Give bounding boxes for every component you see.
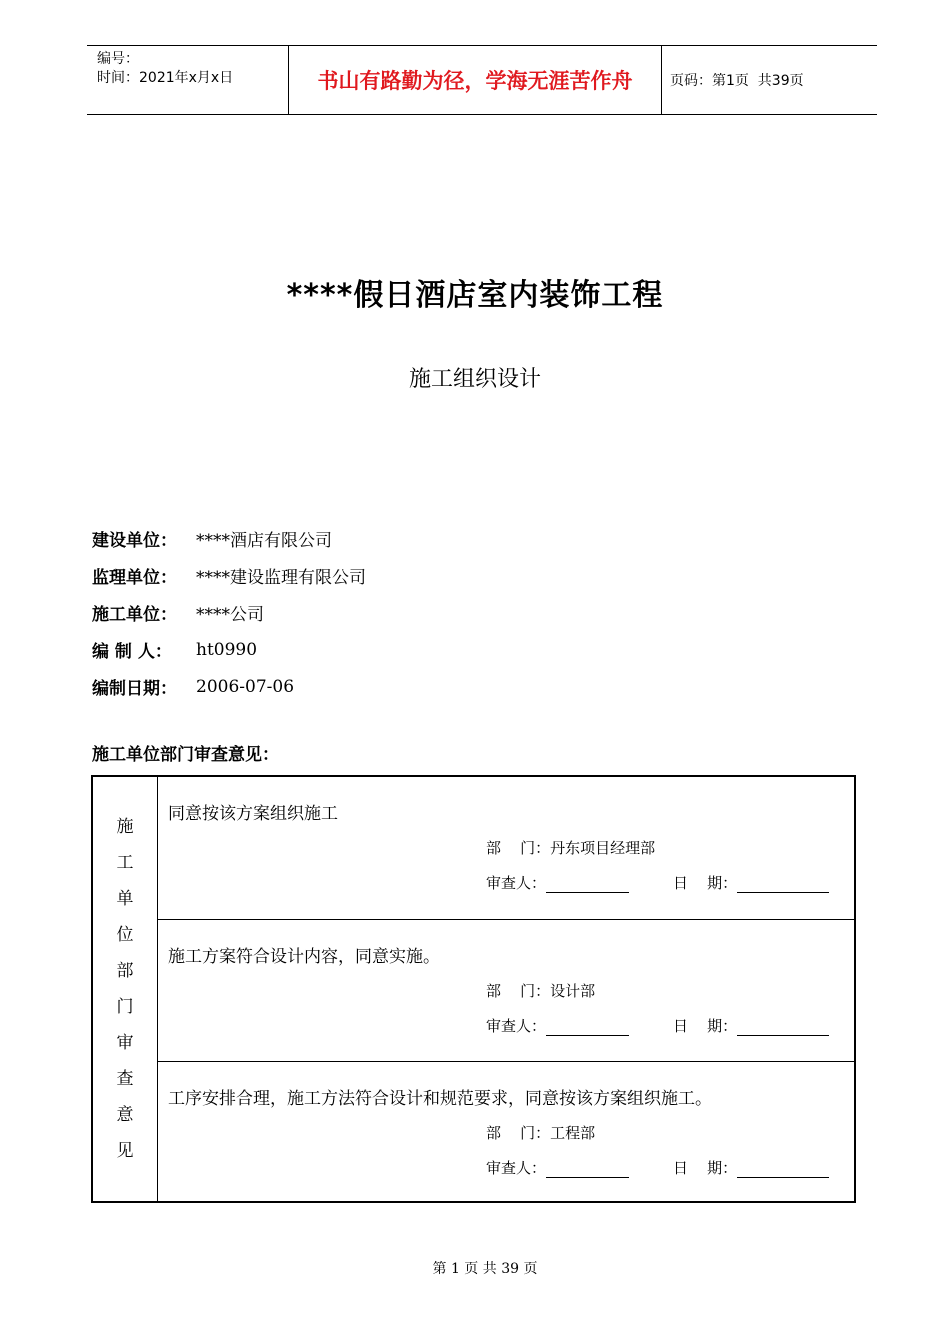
review-table	[91, 775, 856, 1203]
review-row	[158, 1061, 854, 1203]
side-label-char: 查	[116, 1069, 134, 1089]
review-department: 部 门：工程部	[486, 1124, 596, 1142]
side-label-char: 单	[116, 889, 134, 909]
info-value: ****公司	[196, 605, 264, 625]
number-label: 编号：	[97, 51, 139, 67]
review-sign-line	[486, 1015, 829, 1036]
review-side-label	[93, 777, 158, 1201]
review-row	[158, 919, 854, 1061]
header-meta	[87, 46, 288, 114]
side-label-char: 施	[116, 817, 134, 837]
side-label-char: 门	[116, 997, 134, 1017]
info-row-construction-unit	[92, 520, 366, 557]
info-label: 编制日期：	[92, 679, 177, 699]
info-value: ht0990	[196, 639, 258, 660]
info-label: 建设单位：	[92, 531, 177, 551]
side-label-char: 工	[116, 853, 134, 873]
info-label: 监理单位：	[92, 568, 177, 588]
review-sign-line	[486, 1157, 829, 1178]
reviewer-blank	[546, 1019, 629, 1036]
info-block	[92, 520, 366, 705]
document-subtitle: 施工组织设计	[408, 367, 541, 392]
info-row-author	[92, 631, 366, 668]
date-label: 日 期：	[673, 1017, 738, 1035]
side-label-char: 位	[116, 925, 134, 945]
side-label-char: 部	[116, 961, 134, 981]
date-label: 日 期：	[673, 1159, 738, 1177]
review-opinion: 同意按该方案组织施工	[168, 804, 338, 824]
reviewer-blank	[546, 876, 629, 893]
info-value: ****建设监理有限公司	[196, 568, 366, 588]
info-row-date	[92, 668, 366, 705]
document-title: ****假日酒店室内装饰工程	[286, 278, 664, 313]
reviewer-blank	[546, 1161, 629, 1178]
page-header	[87, 45, 877, 115]
review-sign-line	[486, 872, 829, 893]
review-opinion: 施工方案符合设计内容，同意实施。	[168, 947, 440, 967]
date-blank	[737, 1161, 829, 1178]
info-value: ****酒店有限公司	[196, 531, 332, 551]
review-opinion: 工序安排合理，施工方法符合设计和规范要求，同意按该方案组织施工。	[168, 1089, 712, 1109]
reviewer-label: 审查人：	[486, 1159, 547, 1177]
review-department: 部 门：设计部	[486, 982, 596, 1000]
info-value: 2006-07-06	[196, 676, 295, 697]
date-blank	[737, 876, 829, 893]
review-rows	[158, 777, 854, 1201]
review-section-title: 施工单位部门审查意见：	[92, 745, 279, 765]
info-label: 施工单位：	[92, 605, 177, 625]
side-label-char: 审	[116, 1033, 134, 1053]
page-label: 页码：第1页 共39页	[670, 73, 804, 89]
date-blank	[737, 1019, 829, 1036]
info-row-supervision-unit	[92, 557, 366, 594]
review-row	[158, 777, 854, 919]
page-footer: 第 1 页 共 39 页	[432, 1261, 538, 1277]
date-label: 日 期：	[673, 874, 738, 892]
header-page-info	[662, 46, 877, 114]
info-row-builder-unit	[92, 594, 366, 631]
time-label: 时间：2021年x月x日	[97, 70, 234, 86]
info-label: 编 制 人：	[92, 642, 172, 662]
side-label-char: 见	[116, 1141, 134, 1161]
side-label-char: 意	[116, 1105, 134, 1125]
review-department: 部 门：丹东项目经理部	[486, 839, 656, 857]
reviewer-label: 审查人：	[486, 874, 547, 892]
reviewer-label: 审查人：	[486, 1017, 547, 1035]
header-motto: 书山有路勤为径，学海无涯苦作舟	[288, 46, 662, 114]
